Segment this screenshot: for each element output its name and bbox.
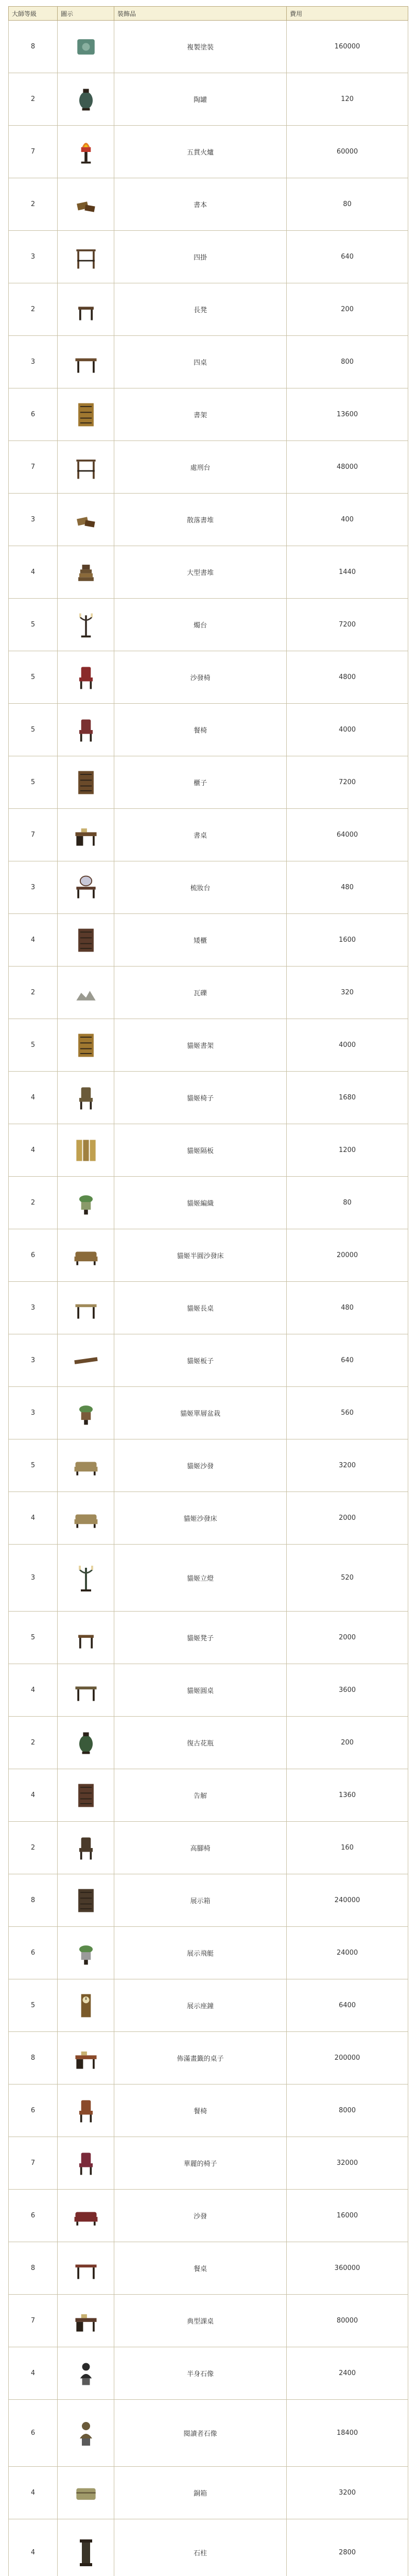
table-row <box>9 388 408 441</box>
table-row <box>9 1979 408 2032</box>
urn-icon <box>71 85 101 114</box>
decoration-name-cell: 四桌 <box>114 336 287 388</box>
table-row <box>9 494 408 546</box>
master-level-cell: 2 <box>9 1177 58 1229</box>
icon-cell <box>58 2190 114 2242</box>
cost-cell: 640 <box>287 231 408 283</box>
cost-cell: 24000 <box>287 1927 408 1979</box>
table-row <box>9 126 408 178</box>
icon-cell <box>58 2400 114 2467</box>
icon-cell <box>58 1927 114 1979</box>
cost-cell: 1360 <box>287 1769 408 1822</box>
master-level-cell: 6 <box>9 2084 58 2137</box>
master-level-cell: 3 <box>9 861 58 914</box>
icon-cell <box>58 1124 114 1177</box>
icon-cell <box>58 2519 114 2576</box>
decoration-name-cell: 梳妝台 <box>114 861 287 914</box>
daybed-icon <box>71 1241 101 1270</box>
cost-cell: 4800 <box>287 651 408 704</box>
armchair-icon <box>71 2149 101 2178</box>
display-case-icon <box>71 1886 101 1915</box>
master-level-cell: 2 <box>9 1717 58 1769</box>
icon-cell <box>58 914 114 967</box>
table-row <box>9 2467 408 2519</box>
master-level-cell: 7 <box>9 441 58 494</box>
table-row <box>9 2137 408 2190</box>
icon-cell <box>58 126 114 178</box>
decoration-name-cell: 貓姬板子 <box>114 1334 287 1387</box>
table-row <box>9 1019 408 1072</box>
table-row <box>9 1822 408 1874</box>
table-row <box>9 914 408 967</box>
icon-cell <box>58 2137 114 2190</box>
icon-cell <box>58 2347 114 2400</box>
master-level-cell: 3 <box>9 1387 58 1439</box>
cost-cell: 2000 <box>287 1612 408 1664</box>
cost-cell: 8000 <box>287 2084 408 2137</box>
sofa-icon <box>71 2201 101 2230</box>
icon-cell <box>58 1229 114 1282</box>
decoration-name-cell: 燭台 <box>114 599 287 651</box>
table-icon <box>71 348 101 377</box>
master-level-cell: 4 <box>9 546 58 599</box>
master-level-cell: 8 <box>9 1874 58 1927</box>
table-row <box>9 1769 408 1822</box>
cost-cell: 480 <box>287 861 408 914</box>
icon-cell <box>58 1072 114 1124</box>
master-level-cell: 8 <box>9 21 58 73</box>
decoration-name-cell: 餐椅 <box>114 2084 287 2137</box>
cost-cell: 13600 <box>287 388 408 441</box>
header-master-level[interactable]: 大師等級 <box>9 7 58 21</box>
header-icon[interactable]: 圖示 <box>58 7 114 21</box>
master-level-cell: 4 <box>9 914 58 967</box>
master-level-cell: 5 <box>9 756 58 809</box>
decoration-name-cell: 貓姬書架 <box>114 1019 287 1072</box>
candelabra-icon <box>71 611 101 639</box>
decoration-name-cell: 矮櫃 <box>114 914 287 967</box>
cost-cell: 320 <box>287 967 408 1019</box>
decoration-name-cell: 貓姬半圓沙發床 <box>114 1229 287 1282</box>
decoration-name-cell: 告解 <box>114 1769 287 1822</box>
bookshelf-icon <box>71 400 101 429</box>
master-level-cell: 4 <box>9 2467 58 2519</box>
decoration-name-cell: 散落書堆 <box>114 494 287 546</box>
cost-cell: 2000 <box>287 1492 408 1545</box>
cost-cell: 400 <box>287 494 408 546</box>
scattered-books-icon <box>71 505 101 534</box>
icon-cell <box>58 1177 114 1229</box>
master-level-cell: 3 <box>9 494 58 546</box>
cost-cell: 200000 <box>287 2032 408 2084</box>
rubble-icon <box>71 978 101 1007</box>
round-table-icon <box>71 1676 101 1705</box>
stool-icon <box>71 295 101 324</box>
desk-icon <box>71 821 101 850</box>
cost-cell: 160 <box>287 1822 408 1874</box>
icon-cell <box>58 494 114 546</box>
table-row <box>9 861 408 914</box>
icon-cell <box>58 1387 114 1439</box>
ornate-box-icon <box>71 32 101 61</box>
master-level-cell: 4 <box>9 1072 58 1124</box>
master-level-cell: 3 <box>9 336 58 388</box>
table-row <box>9 1124 408 1177</box>
cost-cell: 3600 <box>287 1664 408 1717</box>
decoration-name-cell: 高腳椅 <box>114 1822 287 1874</box>
decoration-name-cell: 半身石像 <box>114 2347 287 2400</box>
floor-lamp-icon <box>71 1553 101 1603</box>
decoration-name-cell: 展示箱 <box>114 1874 287 1927</box>
icon-cell <box>58 1439 114 1492</box>
cost-cell: 120 <box>287 73 408 126</box>
table-row <box>9 2084 408 2137</box>
icon-cell <box>58 809 114 861</box>
pillar-icon <box>71 2528 101 2576</box>
decoration-name-cell: 大型書堆 <box>114 546 287 599</box>
rack-icon <box>71 243 101 272</box>
cost-cell: 64000 <box>287 809 408 861</box>
cost-cell: 1200 <box>287 1124 408 1177</box>
icon-cell <box>58 599 114 651</box>
decoration-name-cell: 書桌 <box>114 809 287 861</box>
icon-cell <box>58 336 114 388</box>
cost-cell: 200 <box>287 1717 408 1769</box>
decoration-name-cell: 沙發 <box>114 2190 287 2242</box>
decoration-name-cell: 書本 <box>114 178 287 231</box>
decoration-name-cell: 貓姬編織 <box>114 1177 287 1229</box>
cost-cell: 60000 <box>287 126 408 178</box>
icon-cell <box>58 73 114 126</box>
icon-cell <box>58 1664 114 1717</box>
screen-icon <box>71 1136 101 1165</box>
master-level-cell: 6 <box>9 1927 58 1979</box>
vase-icon <box>71 1728 101 1757</box>
icon-cell <box>58 1334 114 1387</box>
decoration-name-cell: 貓姬長桌 <box>114 1282 287 1334</box>
table-row <box>9 1177 408 1229</box>
cost-cell: 200 <box>287 283 408 336</box>
decoration-name-cell: 閱讀者石像 <box>114 2400 287 2467</box>
cost-cell: 7200 <box>287 599 408 651</box>
master-level-cell: 2 <box>9 1822 58 1874</box>
table-row <box>9 651 408 704</box>
icon-cell <box>58 1769 114 1822</box>
table-row <box>9 1874 408 1927</box>
cost-cell: 7200 <box>287 756 408 809</box>
cost-cell: 3200 <box>287 2467 408 2519</box>
table-row <box>9 809 408 861</box>
table-row <box>9 2295 408 2347</box>
clock-icon <box>71 1991 101 2020</box>
decoration-name-cell: 貓姬單層盆栽 <box>114 1387 287 1439</box>
cost-cell: 360000 <box>287 2242 408 2295</box>
decoration-name-cell: 長凳 <box>114 283 287 336</box>
cost-cell: 80 <box>287 1177 408 1229</box>
master-level-cell: 3 <box>9 231 58 283</box>
bookshelf-icon <box>71 1031 101 1060</box>
master-level-cell: 4 <box>9 1664 58 1717</box>
cost-cell: 800 <box>287 336 408 388</box>
master-level-cell: 4 <box>9 1124 58 1177</box>
master-level-cell: 5 <box>9 1612 58 1664</box>
icon-cell <box>58 1874 114 1927</box>
master-level-cell: 7 <box>9 126 58 178</box>
confessional-icon <box>71 1781 101 1810</box>
icon-cell <box>58 441 114 494</box>
table-row <box>9 1439 408 1492</box>
plank-icon <box>71 1346 101 1375</box>
decoration-name-cell: 處刑台 <box>114 441 287 494</box>
table-row <box>9 1612 408 1664</box>
table-row <box>9 1334 408 1387</box>
icon-cell <box>58 21 114 73</box>
master-level-cell: 4 <box>9 1492 58 1545</box>
decoration-name-cell: 復古花瓶 <box>114 1717 287 1769</box>
table-row <box>9 178 408 231</box>
decoration-name-cell: 瓦礫 <box>114 967 287 1019</box>
master-level-cell: 5 <box>9 704 58 756</box>
cost-cell: 240000 <box>287 1874 408 1927</box>
master-level-cell: 7 <box>9 2137 58 2190</box>
icon-cell <box>58 2032 114 2084</box>
copper-box-icon <box>71 2479 101 2507</box>
icon-cell <box>58 2295 114 2347</box>
table-row <box>9 231 408 283</box>
icon-cell <box>58 2467 114 2519</box>
table-body <box>9 21 408 2576</box>
basket-icon <box>71 1189 101 1217</box>
decoration-name-cell: 陶罐 <box>114 73 287 126</box>
table-row <box>9 1229 408 1282</box>
master-level-cell: 2 <box>9 283 58 336</box>
decoration-name-cell: 複製塗裝 <box>114 21 287 73</box>
master-level-cell: 4 <box>9 1769 58 1822</box>
table-row <box>9 1927 408 1979</box>
cost-cell: 18400 <box>287 2400 408 2467</box>
table-row <box>9 441 408 494</box>
cost-cell: 2800 <box>287 2519 408 2576</box>
cost-cell: 6400 <box>287 1979 408 2032</box>
table-row <box>9 336 408 388</box>
table-row <box>9 1072 408 1124</box>
chair-icon <box>71 2096 101 2125</box>
table-row <box>9 21 408 73</box>
master-level-cell: 2 <box>9 178 58 231</box>
armchair-icon <box>71 663 101 692</box>
master-level-cell: 6 <box>9 388 58 441</box>
decoration-name-cell: 貓姬沙發 <box>114 1439 287 1492</box>
brazier-icon <box>71 138 101 166</box>
icon-cell <box>58 704 114 756</box>
cost-cell: 1440 <box>287 546 408 599</box>
furniture-table-container <box>8 6 408 2576</box>
table-row <box>9 2242 408 2295</box>
header-cost[interactable]: 費用 <box>287 7 408 21</box>
cost-cell: 640 <box>287 1334 408 1387</box>
icon-cell <box>58 546 114 599</box>
master-level-cell: 5 <box>9 1979 58 2032</box>
icon-cell <box>58 1822 114 1874</box>
airship-model-icon <box>71 1939 101 1968</box>
master-level-cell: 4 <box>9 2519 58 2576</box>
master-level-cell: 5 <box>9 1439 58 1492</box>
decoration-name-cell: 貓姬凳子 <box>114 1612 287 1664</box>
daybed-icon <box>71 1504 101 1533</box>
cost-cell: 160000 <box>287 21 408 73</box>
table-row <box>9 599 408 651</box>
decoration-name-cell: 五貫火爐 <box>114 126 287 178</box>
table-row <box>9 967 408 1019</box>
table-row <box>9 2519 408 2576</box>
cost-cell: 32000 <box>287 2137 408 2190</box>
chair-icon <box>71 716 101 744</box>
master-level-cell: 6 <box>9 2190 58 2242</box>
decoration-name-cell: 貓姬圓桌 <box>114 1664 287 1717</box>
table-row <box>9 1664 408 1717</box>
cost-cell: 1600 <box>287 914 408 967</box>
master-level-cell: 6 <box>9 2400 58 2467</box>
icon-cell <box>58 1612 114 1664</box>
decoration-name-cell: 貓姬椅子 <box>114 1072 287 1124</box>
dining-table-icon <box>71 2254 101 2283</box>
table-row <box>9 1492 408 1545</box>
icon-cell <box>58 1019 114 1072</box>
icon-cell <box>58 388 114 441</box>
sofa-icon <box>71 1451 101 1480</box>
cost-cell: 48000 <box>287 441 408 494</box>
bust-icon <box>71 2359 101 2388</box>
cost-cell: 80000 <box>287 2295 408 2347</box>
icon-cell <box>58 651 114 704</box>
decoration-name-cell: 銅箱 <box>114 2467 287 2519</box>
decoration-name-cell: 石柱 <box>114 2519 287 2576</box>
long-table-icon <box>71 1294 101 1323</box>
table-row <box>9 1717 408 1769</box>
decoration-name-cell: 華麗的椅子 <box>114 2137 287 2190</box>
cost-cell: 20000 <box>287 1229 408 1282</box>
icon-cell <box>58 861 114 914</box>
decoration-name-cell: 四掛 <box>114 231 287 283</box>
decoration-name-cell: 櫃子 <box>114 756 287 809</box>
icon-cell <box>58 283 114 336</box>
decoration-name-cell: 佈滿畫籤的桌子 <box>114 2032 287 2084</box>
icon-cell <box>58 967 114 1019</box>
header-decoration[interactable]: 裝飾品 <box>114 7 287 21</box>
table-row <box>9 2347 408 2400</box>
chair-icon <box>71 1083 101 1112</box>
cabinet-icon <box>71 768 101 797</box>
cost-cell: 2400 <box>287 2347 408 2400</box>
table-row <box>9 1282 408 1334</box>
master-level-cell: 3 <box>9 1282 58 1334</box>
master-level-cell: 5 <box>9 599 58 651</box>
icon-cell <box>58 231 114 283</box>
master-level-cell: 3 <box>9 1334 58 1387</box>
reader-statue-icon <box>71 2409 101 2458</box>
decoration-name-cell: 餐桌 <box>114 2242 287 2295</box>
cost-cell: 560 <box>287 1387 408 1439</box>
cost-cell: 4000 <box>287 704 408 756</box>
cost-cell: 3200 <box>287 1439 408 1492</box>
icon-cell <box>58 2242 114 2295</box>
table-row <box>9 1545 408 1612</box>
master-level-cell: 4 <box>9 2347 58 2400</box>
table-header-row <box>9 7 408 21</box>
vanity-icon <box>71 873 101 902</box>
master-level-cell: 5 <box>9 1019 58 1072</box>
rack-icon <box>71 453 101 482</box>
icon-cell <box>58 1492 114 1545</box>
icon-cell <box>58 1282 114 1334</box>
table-row <box>9 546 408 599</box>
icon-cell <box>58 2084 114 2137</box>
master-level-cell: 8 <box>9 2242 58 2295</box>
master-level-cell: 5 <box>9 651 58 704</box>
book-pile-icon <box>71 558 101 587</box>
decoration-name-cell: 書架 <box>114 388 287 441</box>
decoration-name-cell: 貓姬立燈 <box>114 1545 287 1612</box>
decoration-name-cell: 貓姬隔板 <box>114 1124 287 1177</box>
master-level-cell: 3 <box>9 1545 58 1612</box>
stool-icon <box>71 1623 101 1652</box>
table-row <box>9 283 408 336</box>
furniture-table <box>8 6 408 2576</box>
decoration-name-cell: 沙發椅 <box>114 651 287 704</box>
master-level-cell: 7 <box>9 2295 58 2347</box>
icon-cell <box>58 178 114 231</box>
cost-cell: 1680 <box>287 1072 408 1124</box>
cost-cell: 4000 <box>287 1019 408 1072</box>
icon-cell <box>58 1717 114 1769</box>
table-row <box>9 704 408 756</box>
master-level-cell: 7 <box>9 809 58 861</box>
cost-cell: 80 <box>287 178 408 231</box>
master-level-cell: 6 <box>9 1229 58 1282</box>
master-level-cell: 2 <box>9 967 58 1019</box>
decoration-name-cell: 典型課桌 <box>114 2295 287 2347</box>
table-row <box>9 2400 408 2467</box>
icon-cell <box>58 1979 114 2032</box>
decoration-name-cell: 餐椅 <box>114 704 287 756</box>
decoration-name-cell: 貓姬沙發床 <box>114 1492 287 1545</box>
low-cabinet-icon <box>71 926 101 955</box>
icon-cell <box>58 756 114 809</box>
decoration-name-cell: 展示飛艇 <box>114 1927 287 1979</box>
cluttered-table-icon <box>71 2044 101 2073</box>
cost-cell: 480 <box>287 1282 408 1334</box>
cost-cell: 16000 <box>287 2190 408 2242</box>
icon-cell <box>58 1545 114 1612</box>
table-row <box>9 2190 408 2242</box>
high-chair-icon <box>71 1834 101 1862</box>
table-row <box>9 1387 408 1439</box>
plant-stand-icon <box>71 1399 101 1428</box>
master-level-cell: 8 <box>9 2032 58 2084</box>
cost-cell: 520 <box>287 1545 408 1612</box>
desk-icon <box>71 2307 101 2335</box>
master-level-cell: 2 <box>9 73 58 126</box>
table-row <box>9 756 408 809</box>
table-row <box>9 73 408 126</box>
table-row <box>9 2032 408 2084</box>
books-icon <box>71 190 101 219</box>
decoration-name-cell: 展示座鐘 <box>114 1979 287 2032</box>
